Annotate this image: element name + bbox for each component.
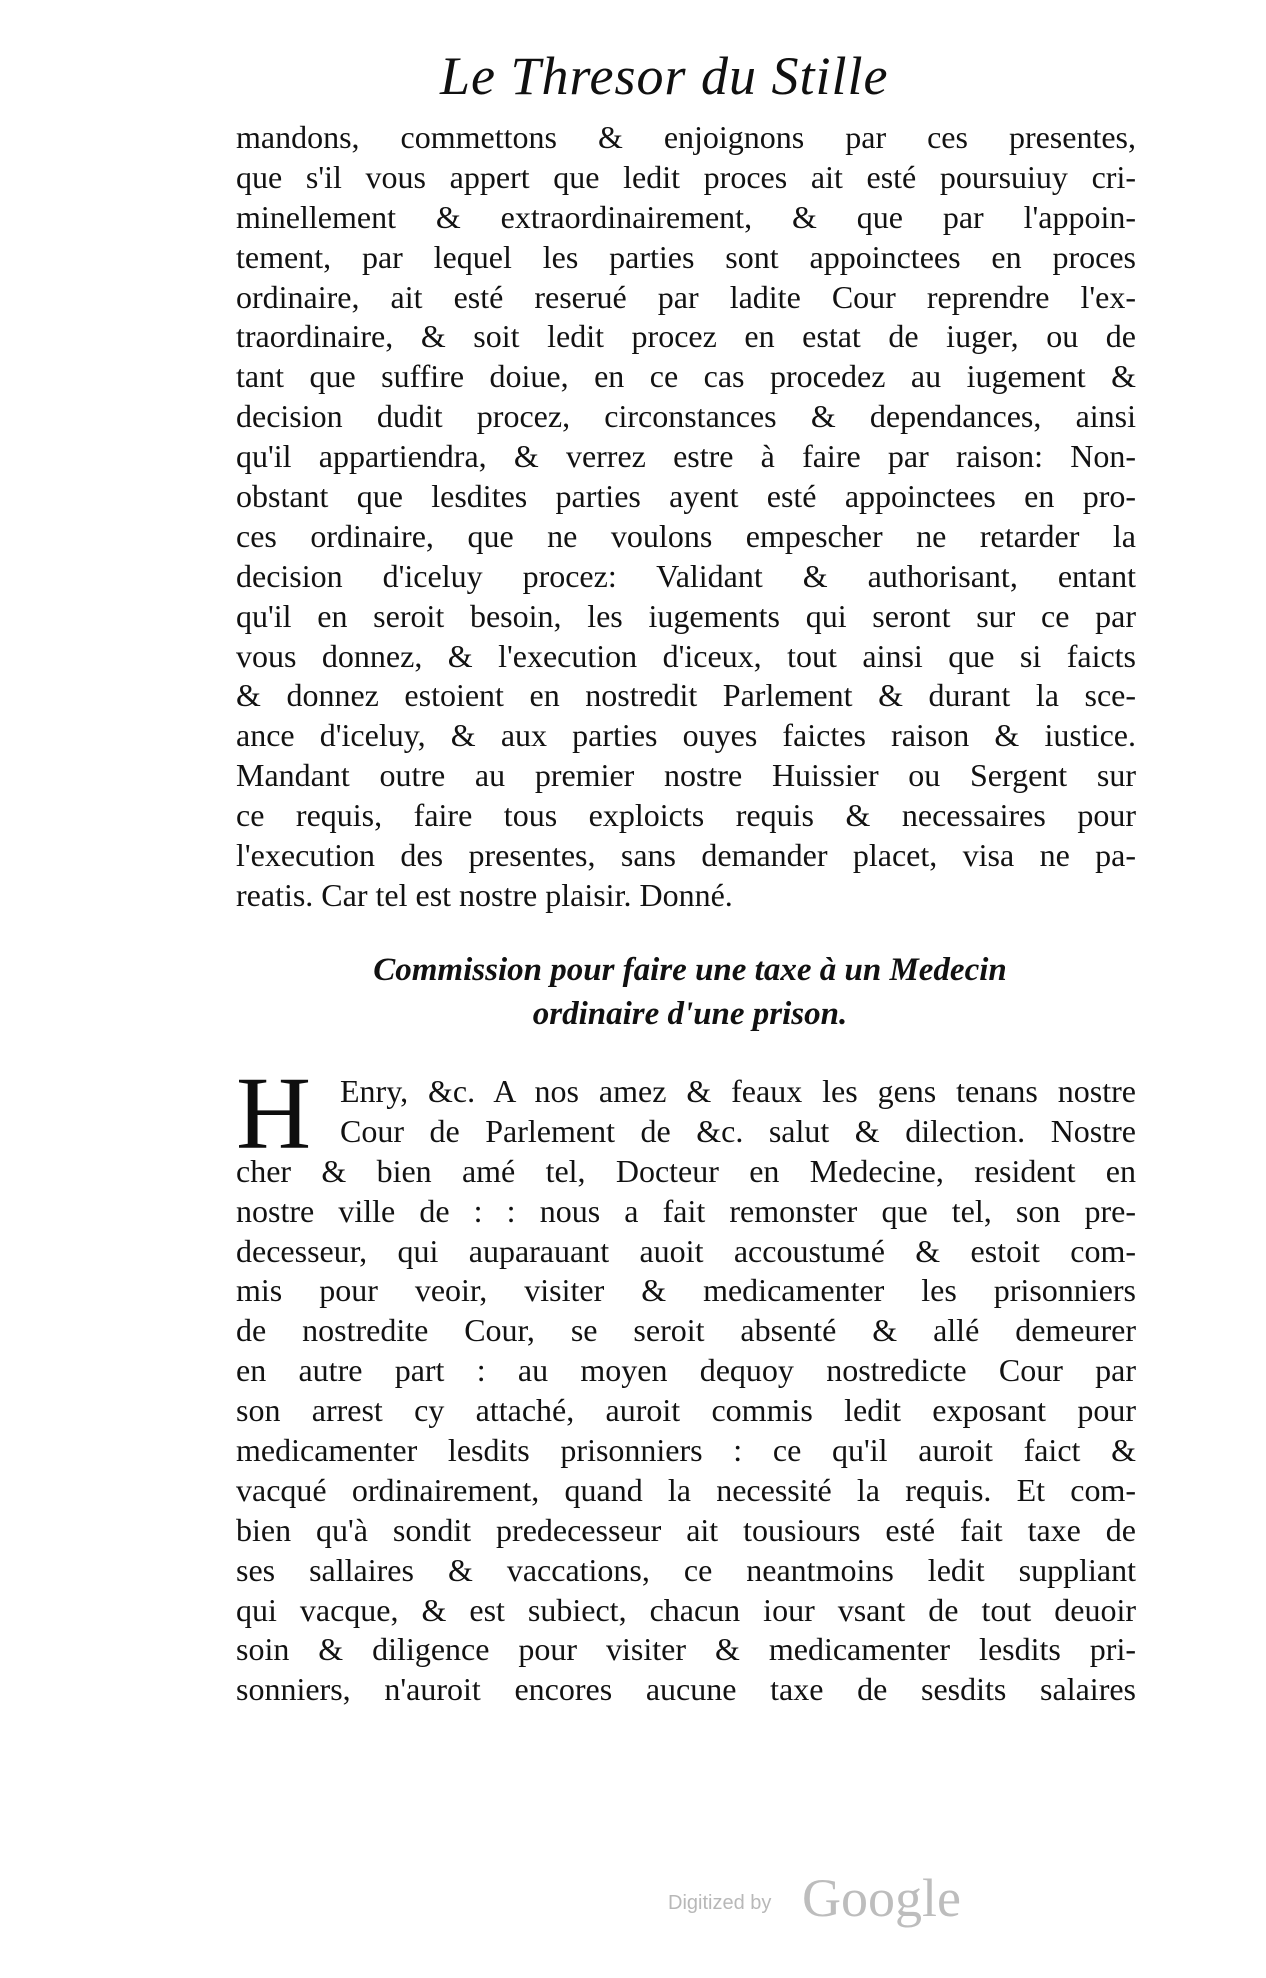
text-line: qu'il appartiendra, & verrez estre à faire par raison: Non- (236, 438, 1136, 475)
section-heading (300, 948, 1080, 1036)
text-line: decision d'iceluy procez: Validant & authorisant, entant (236, 557, 1136, 594)
text-line: minellement & extraordinairement, & que par l'appoin- (236, 198, 1136, 235)
text-line: ses sallaires & vaccations, ce neantmoins ledit suppliant (236, 1551, 1136, 1588)
text-line: qui vacque, & est subiect, chacun iour vsant de tout deuoir (236, 1591, 1136, 1628)
text-line: son arrest cy attaché, auroit commis ledit exposant pour (236, 1392, 1136, 1429)
text-line: en autre part : au moyen dequoy nostredicte Cour par (236, 1352, 1136, 1389)
text-line: decesseur, qui auparauant auoit accoustumé & estoit com- (236, 1232, 1136, 1269)
text-line: & donnez estoient en nostredit Parlement & durant la sce- (236, 677, 1136, 714)
paragraph-2 (236, 1056, 1136, 1710)
drop-cap: H (236, 1056, 312, 1171)
digitized-by-watermark (668, 1868, 1008, 1930)
text-line: sonniers, n'auroit encores aucune taxe de sesdits salaires (236, 1671, 1136, 1708)
text-line: Mandant outre au premier nostre Huissier ou Sergent sur (236, 757, 1136, 794)
text-line: ance d'iceluy, & aux parties ouyes faictes raison & iustice. (236, 717, 1136, 754)
text-line: Cour de Parlement de &c. salut & dilection. Nostre (340, 1112, 1136, 1149)
text-line: Enry, &c. A nos amez & feaux les gens tenans nostre (340, 1073, 1136, 1109)
text-line: ce requis, faire tous exploicts requis & necessaires pour (236, 797, 1136, 834)
text-line: tement, par lequel les parties sont appoinctees en proces (236, 238, 1136, 275)
text-line: ordinaire, ait esté reserué par ladite Cour reprendre l'ex- (236, 278, 1136, 315)
text-line: traordinaire, & soit ledit procez en estat de iuger, ou de (236, 318, 1136, 355)
text-line: mandons, commettons & enjoignons par ces presentes, (236, 119, 1136, 155)
text-line: decision dudit procez, circonstances & dependances, ainsi (236, 398, 1136, 435)
text-line: reatis. Car tel est nostre plaisir. Donné. (236, 876, 733, 913)
text-line: bien qu'à sondit predecesseur ait tousiours esté fait taxe de (236, 1511, 1136, 1548)
text-line: l'execution des presentes, sans demander placet, visa ne pa- (236, 837, 1136, 874)
text-line: cher & bien amé tel, Docteur en Medecine, resident en (236, 1152, 1136, 1189)
paragraph-1 (236, 118, 1136, 916)
text-line: qu'il en seroit besoin, les iugements qui seront sur ce par (236, 597, 1136, 634)
text-line: vacqué ordinairement, quand la necessité la requis. Et com- (236, 1471, 1136, 1508)
text-line: mis pour veoir, visiter & medicamenter les prisonniers (236, 1272, 1136, 1309)
text-line: que s'il vous appert que ledit proces ait esté poursuiuy cri- (236, 158, 1136, 195)
text-line: medicamenter lesdits prisonniers : ce qu'il auroit faict & (236, 1432, 1136, 1469)
text-line: soin & diligence pour visiter & medicamenter lesdits pri- (236, 1631, 1136, 1668)
text-line: obstant que lesdites parties ayent esté appoinctees en pro- (236, 478, 1136, 515)
text-line: tant que suffire doiue, en ce cas procedez au iugement & (236, 358, 1136, 395)
text-line: nostre ville de : : nous a fait remonster que tel, son pre- (236, 1192, 1136, 1229)
google-logo: Google (802, 1868, 961, 1928)
text-line: ces ordinaire, que ne voulons empescher ne retarder la (236, 517, 1136, 554)
section-heading-line-2: ordinaire d'une prison. (532, 996, 848, 1032)
section-heading-line-1: Commission pour faire une taxe à un Medecin (373, 952, 1007, 988)
text-line: de nostredite Cour, se seroit absenté & allé demeurer (236, 1312, 1136, 1349)
digitized-by-label: Digitized by (668, 1892, 772, 1914)
running-title: Le Thresor du Stille (440, 46, 889, 106)
text-line: vous donnez, & l'execution d'iceux, tout ainsi que si faicts (236, 637, 1136, 674)
